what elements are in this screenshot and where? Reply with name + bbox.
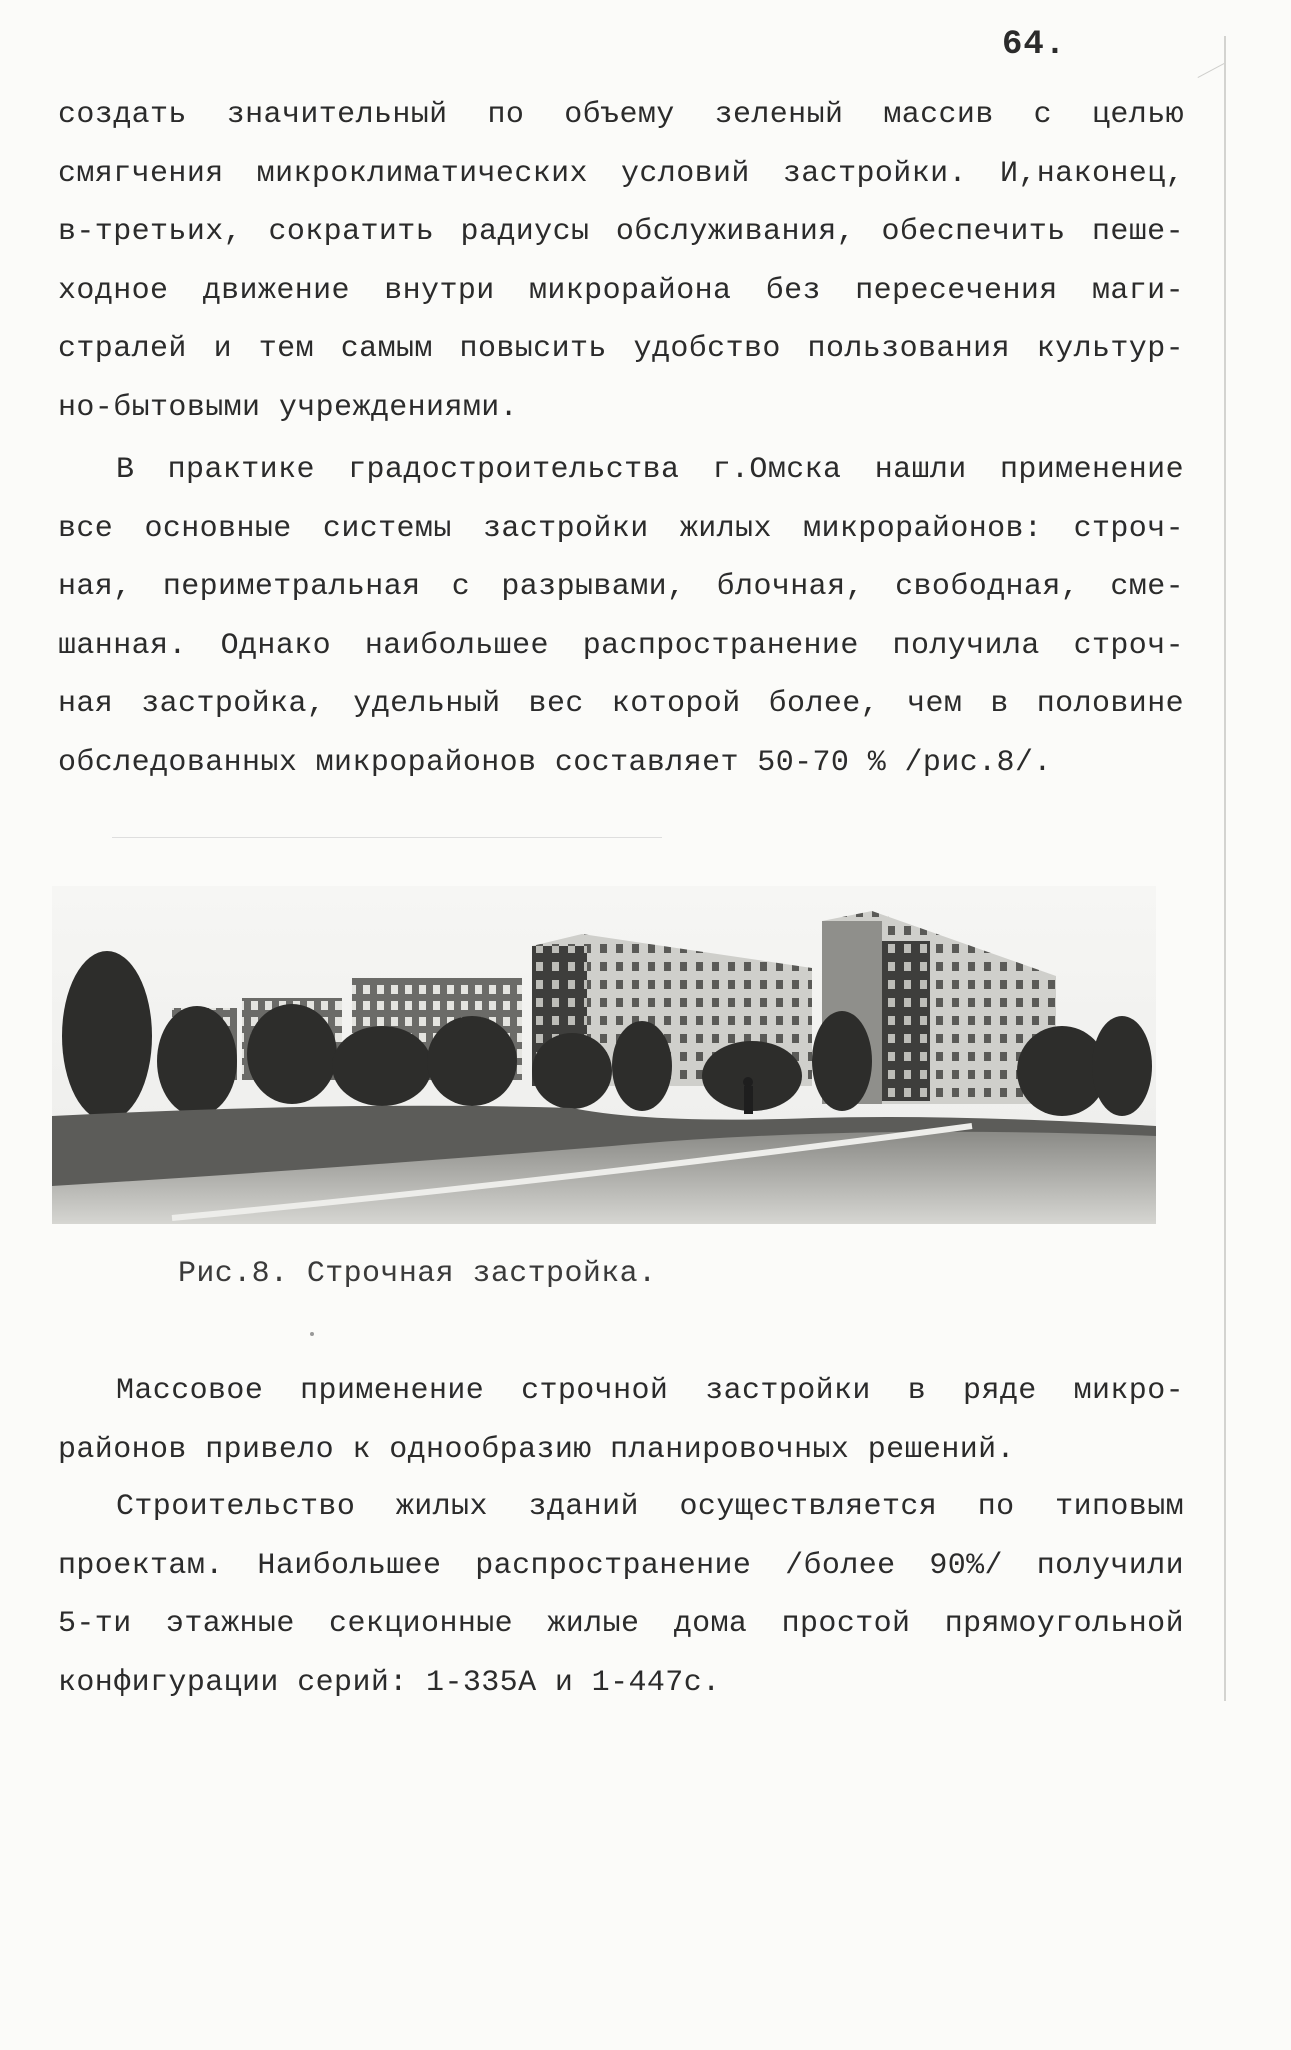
- street-photo-illustration: [52, 886, 1156, 1224]
- text-line: ходное движение внутри микрорайона без пересечения маги-: [58, 273, 1184, 308]
- text-line: в-третьих, сократить радиусы обслуживания, обеспечить пеше-: [58, 215, 1184, 250]
- text-line: ная, периметральная с разрывами, блочная, свободная, сме-: [58, 570, 1184, 605]
- text-line: все основные системы застройки жилых микрорайонов: строч-: [58, 511, 1184, 546]
- text-line: Строительство жилых зданий осуществляется по типовым: [116, 1490, 1184, 1524]
- text-line: ная застройка, удельный вес которой более, чем в половине: [58, 687, 1184, 722]
- pedestrian: [744, 1086, 753, 1114]
- page-number: 64.: [1002, 26, 1067, 64]
- text-line: смягчения микроклиматических условий застройки. И,наконец,: [58, 156, 1184, 191]
- paragraph-1: [58, 86, 1184, 438]
- text-line: шанная. Однако наибольшее распространение получила строч-: [58, 628, 1184, 663]
- right-margin-rule: [1224, 36, 1226, 1701]
- text-line: создать значительный по объему зеленый массив с целью: [58, 98, 1184, 132]
- text-line: В практике градостроительства г.Омска нашли применение: [116, 453, 1184, 487]
- text-line: но-бытовыми учреждениями.: [58, 390, 519, 425]
- paragraph-3: [58, 1362, 1184, 1479]
- text-line: обследованных микрорайонов составляет 50-70 % /рис.8/.: [58, 745, 1052, 780]
- paragraph-4: [58, 1478, 1184, 1712]
- text-line: Массовое применение строчной застройки в ряде микро-: [116, 1374, 1184, 1408]
- right-margin-tick: [1198, 63, 1225, 78]
- figure-photo: [52, 886, 1156, 1224]
- text-line: 5-ти этажные секционные жилые дома простой прямоугольной: [58, 1607, 1184, 1642]
- text-line: стралей и тем самым повысить удобство пользования культур-: [58, 332, 1184, 367]
- photo-top-edge: [112, 837, 662, 838]
- figure-caption: Рис.8. Строчная застройка.: [178, 1257, 657, 1291]
- text-line: проектам. Наибольшее распространение /более 90%/ получили: [58, 1548, 1184, 1583]
- paragraph-2: [58, 441, 1184, 793]
- text-line: конфигурации серий: 1-335А и 1-447с.: [58, 1665, 721, 1700]
- paper-speck: [310, 1332, 314, 1336]
- text-line: районов привело к однообразию планировочных решений.: [58, 1432, 1015, 1467]
